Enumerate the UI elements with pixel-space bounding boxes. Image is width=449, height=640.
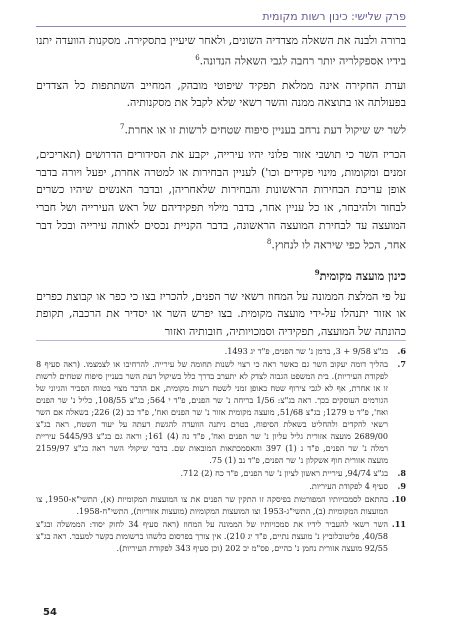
paragraph: על פי המלצת הממונה על המחוז רשאי שר הפנים, להכריז בצו כי כפר או קבוצת כפרים או אזור יתנהלו על-ידי מועצה מקומית. בצו יפרש השר או יסדיר את הרכבה, תקופת כהונתה של המועצה, תפקידיה וסמכויותיה, חובותיה ואזור <box>36 289 406 339</box>
footnotes <box>36 340 406 555</box>
footnote: 11. השר רשאי להעביר לידיו את סמכויותיו של הממונה על המחוז (ראה סעיף 34 לחוק יסוד: הממשלה ובג"צ 40/58, פליטובלוביץ נ' מועצת נתיים, פ"ד יג 210). אין צורך בפרסום כלשהו ברשומות בקשר למעבר. ראה בג"צ 92/55 מועצה אזורית נחמן נ' כהיים, פס"מ יב 202 (וכן סעיף 343 לפקודת העיריות). <box>36 519 406 553</box>
footnote: 9. סעיף 4 לפקודת העיריות. <box>309 481 406 491</box>
footnote: 8. בג"צ 94/74, עיריית ראשון לציון נ' שר הפנים, פ"ד כח (2) 712. <box>180 468 406 478</box>
footnote: 10. בהתאם לסמכויותיו המפורטות בפיסקה זו התקין שר הפנים את צו המועצות המקומיות (א), התשי"א-1950, צו המועצות המקומיות (ב), התשי"ג-1953 וצו המועצות המקומיות (מועצות אזוריות), התשי"ח-1958. <box>36 494 406 516</box>
paragraph: ברורה ולבנה את השאלה מצדדיה השונים, ולאחר שיעיין בתסקירה. מסקנות הוועדה יתנו בידיו אספקלריה יותר רחבה לגבי השאלה הנדונה.$^6$ <box>36 34 406 68</box>
paragraph: לשר יש שיקול דעת נרחב בעניין סיפוח שטחים לרשות זו או אחרת.$^7$ <box>120 123 406 137</box>
section-heading: כינון מועצה מקומית$^9$ <box>314 267 406 283</box>
running-header: פרק שלישי: כינון רשות מקומית <box>36 10 406 27</box>
footnote: 7. בהליך דומה יעקוב השר גם כאשר ראה כי רצוי לשנות תחומה של עירייה. להרחיבו או לצמצמו. (ראה סעיף 8 לפקודת העיריות). בית המשפט הגבוה לצדק לא יתערב בדרך כלל בשיקול דעת השר בעניין סיפוח שטחים לרשות זו או אחרת, אף לא לגבי צירוף שטח באופן זמני לשטח רשות מקומית, אם הדבר מצוי בטווח הסביר והגיוני של הגורמים העוסקים בכך. ראה בג"צ: 1/56 בריחה נ' שר הפנים, פ"ד י 564; בג"צ 108/55, כליל נ' שר הפנים ואח', פ"ד ט 1279; בג"צ 51/68, מועצה מקומית אזור נ' שר הפנים ואח', פ"ד כב (2) 226; בשאלה אם השר רשאי להקדים ולהחליט בשאלת הסיפוח, בטרם ניתנה הוועדה להגשת דעתה על יעוד השטח, ראה בג"צ 2689/00 מועצה אזורית גליל עליון נ' שר הפנים ואח', פ"ד נה (4) 161; וראה גם בג"צ 5445/93 עיריית רמלה נ' שר הפנים, פ"ד נ (1) 397 והאסמכתאות המובאות שם. בדבר שיקולי השר ראה בג"צ 2159/97 מועצה אזורית חוף אשקלון נ' שר הפנים, פ"ד נב (1) 75. <box>36 359 406 465</box>
footnote: 6. בג"צ 9/58 + 3, ברמן נ' שר הפנים, פ"ד יג 1493. <box>224 346 406 356</box>
paragraph: ועדת החקירה אינה ממלאת תפקיד שיפוטי מובהק, המחייב השתתפות כל הצדדים בפעולתה או בתוצאה ממנה והשר רשאי שלא לקבל את מסקנותיה. <box>36 78 406 110</box>
paragraph: הכריז השר כי תושבי אזור פלוני יהיו עירייה, יקבע את הסידורים הדרושים (תאריכים, זמנים ומקומות, מינוי פקידים וכו') לעניין הבחירות או למטרה אחרת, יפעל ויורה בדבר אופן עריכת הבחירות הראשונות והבחירות שלאחריהן, ובדבר האנשים שיהיו כשרים לבחור ולהיבחר, או כל עניין אחר, בדבר מילוי תפקידיהם של ראש העירייה ושל חברי המועצה עד לבחירת המועצה הראשונה, בדבר הקניית נכסים לאותה עירייה ובכל דבר אחר, הכל כפי שיראה לו לנחוץ.$^8$ <box>36 148 406 252</box>
main-text <box>36 32 406 348</box>
page-number: 54 <box>43 607 57 618</box>
